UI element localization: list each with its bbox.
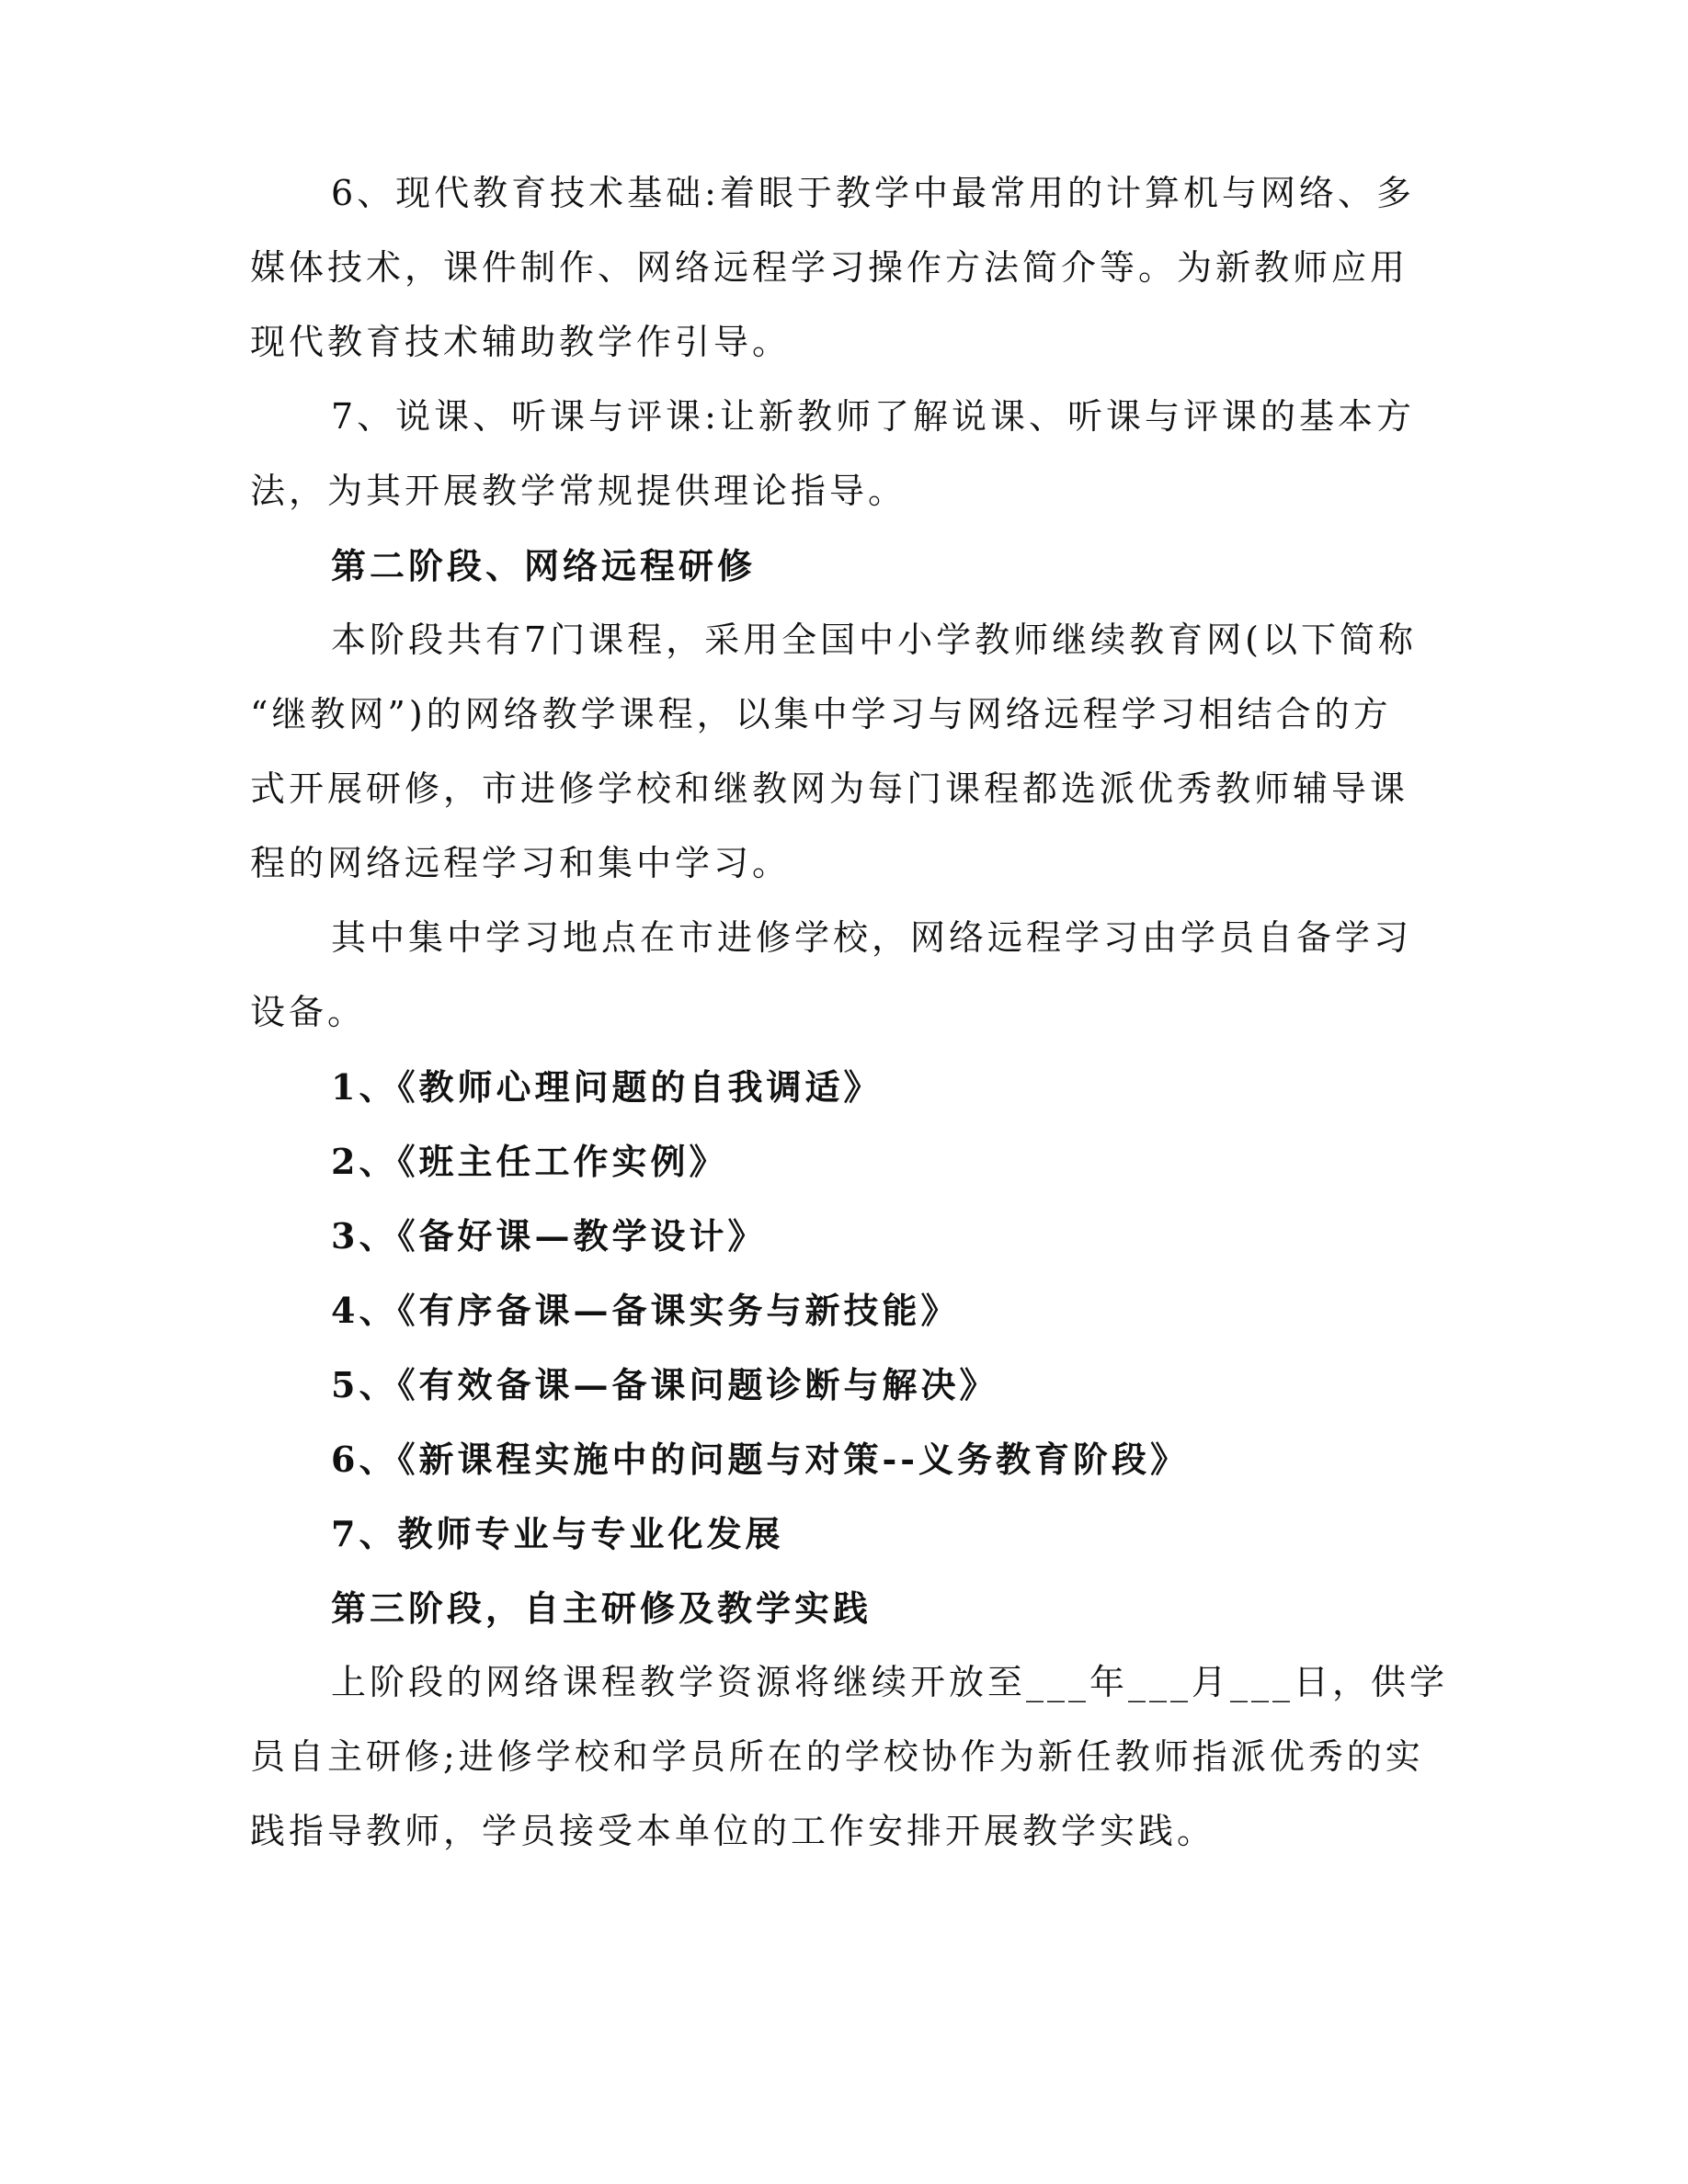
course-list-item: 6、《新课程实施中的问题与对策--义务教育阶段》 [331, 1439, 1189, 1480]
paragraph-line: 践指导教师，学员接受本单位的工作安排开展教学实践。 [250, 1811, 1216, 1851]
course-list-item: 2、《班主任工作实例》 [331, 1141, 728, 1182]
course-list-item: 4、《有序备课—备课实务与新技能》 [331, 1290, 960, 1331]
paragraph-line: 员自主研修;进修学校和学员所在的学校协作为新任教师指派优秀的实 [250, 1736, 1424, 1777]
paragraph-line: “继教网”)的网络教学课程，以集中学习与网络远程学习相结合的方 [250, 694, 1392, 734]
section-heading: 第三阶段，自主研修及教学实践 [331, 1587, 873, 1629]
paragraph-line: 式开展研修，市进修学校和继教网为每门课程都选派优秀教师辅导课 [250, 768, 1409, 809]
document-body [250, 156, 1449, 1869]
course-list-item: 1、《教师心理问题的自我调适》 [331, 1066, 883, 1108]
paragraph-line: 法，为其开展教学常规提供理论指导。 [250, 471, 907, 511]
course-list-item: 3、《备好课—教学设计》 [331, 1215, 767, 1257]
paragraph-line: 现代教育技术辅助教学作引导。 [250, 322, 792, 362]
paragraph-line: 上阶段的网络课程教学资源将继续开放至___年___月___日，供学 [331, 1662, 1449, 1702]
course-list-item: 7、教师专业与专业化发展 [331, 1513, 784, 1554]
course-list-item: 5、《有效备课—备课问题诊断与解决》 [331, 1364, 998, 1405]
paragraph-line: 媒体技术，课件制作、网络远程学习操作方法简介等。为新教师应用 [250, 247, 1409, 288]
paragraph-line: 其中集中学习地点在市进修学校，网络远程学习由学员自备学习 [331, 917, 1413, 958]
paragraph-line: 设备。 [250, 992, 367, 1032]
paragraph-line: 7、说课、听课与评课:让新教师了解说课、听课与评课的基本方 [331, 396, 1415, 437]
paragraph-line: 6、现代教育技术基础:着眼于教学中最常用的计算机与网络、多 [331, 173, 1415, 213]
section-heading: 第二阶段、网络远程研修 [331, 545, 757, 586]
paragraph-line: 本阶段共有7门课程，采用全国中小学教师继续教育网(以下简称 [331, 620, 1418, 660]
paragraph-line: 程的网络远程学习和集中学习。 [250, 843, 792, 883]
